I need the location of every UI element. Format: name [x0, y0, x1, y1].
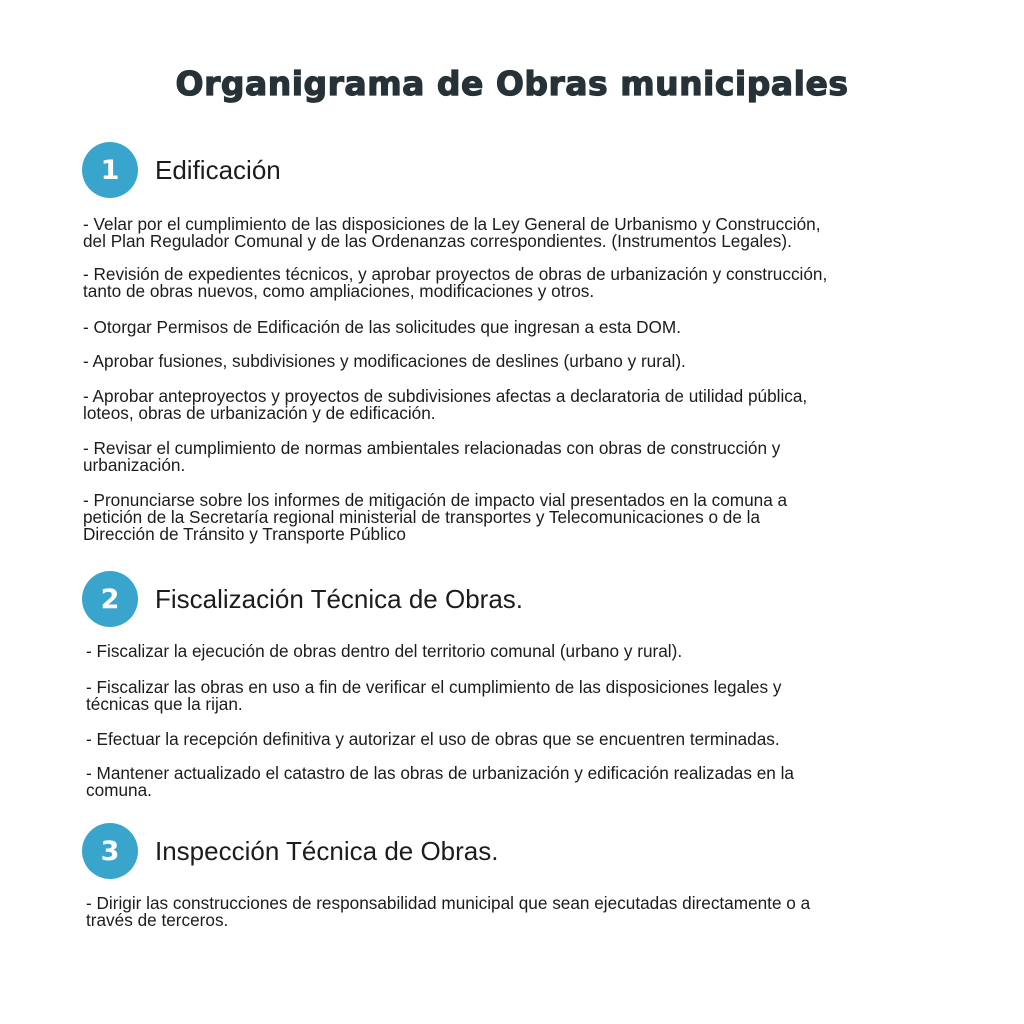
section-number-badge: 3	[82, 823, 138, 879]
paragraph-line: - Fiscalizar la ejecución de obras dentro del territorio comunal (urbano y rural).	[86, 641, 683, 661]
paragraph-line: - Velar por el cumplimiento de las disposiciones de la Ley General de Urbanismo y Construcción,	[83, 214, 821, 234]
section-heading: Fiscalización Técnica de Obras.	[155, 584, 524, 614]
section-paragraph	[83, 353, 686, 370]
paragraph-line: través de terceros.	[86, 909, 229, 930]
paragraph-line: loteos, obras de urbanización y de edificación.	[83, 402, 436, 423]
paragraph-line: Dirección de Tránsito y Transporte Público	[83, 523, 406, 544]
paragraph-line: - Fiscalizar las obras en uso a fin de verificar el cumplimiento de las disposiciones legales y	[86, 677, 782, 697]
paragraph-line: técnicas que la rijan.	[86, 693, 243, 714]
paragraph-line: comuna.	[86, 779, 152, 800]
section-paragraph	[86, 895, 810, 929]
section-paragraph	[83, 266, 827, 300]
section-paragraph	[83, 319, 681, 336]
paragraph-line: del Plan Regulador Comunal y de las Ordenanzas correspondientes. (Instrumentos Legales).	[83, 230, 792, 251]
section-paragraph	[83, 492, 787, 542]
paragraph-line: - Aprobar anteproyectos y proyectos de subdivisiones afectas a declaratoria de utilidad pública,	[83, 386, 808, 406]
section-paragraph	[86, 679, 781, 713]
paragraph-line: - Mantener actualizado el catastro de las obras de urbanización y edificación realizadas en la	[86, 763, 794, 783]
paragraph-line: tanto de obras nuevos, como ampliaciones, modificaciones y otros.	[83, 280, 595, 301]
paragraph-line: - Dirigir las construcciones de responsabilidad municipal que sean ejecutadas directamente o a	[86, 893, 811, 913]
section-paragraph	[86, 765, 794, 799]
paragraph-line: - Otorgar Permisos de Edificación de las solicitudes que ingresan a esta DOM.	[83, 317, 682, 337]
paragraph-line: petición de la Secretaría regional ministerial de transportes y Telecomunicaciones o de la	[83, 506, 761, 527]
paragraph-line: - Revisión de expedientes técnicos, y aprobar proyectos de obras de urbanización y construcción,	[83, 264, 828, 284]
paragraph-line: urbanización.	[83, 454, 186, 475]
section-heading: Inspección Técnica de Obras.	[155, 836, 499, 866]
section-heading: Edificación	[155, 155, 281, 185]
paragraph-line: - Pronunciarse sobre los informes de mitigación de impacto vial presentados en la comuna a	[83, 490, 788, 510]
section-paragraph	[83, 388, 807, 422]
page-title: Organigrama de Obras municipales	[175, 64, 849, 103]
paragraph-line: - Revisar el cumplimiento de normas ambientales relacionadas con obras de construcción y	[83, 438, 781, 458]
section-paragraph	[86, 731, 780, 748]
section-paragraph	[83, 216, 821, 250]
section-number-badge: 2	[82, 571, 138, 627]
paragraph-line: - Aprobar fusiones, subdivisiones y modificaciones de deslines (urbano y rural).	[83, 351, 686, 371]
section-paragraph	[83, 440, 780, 474]
section-paragraph	[86, 643, 682, 660]
section-number-badge: 1	[82, 142, 138, 198]
paragraph-line: - Efectuar la recepción definitiva y autorizar el uso de obras que se encuentren terminadas.	[86, 729, 780, 749]
